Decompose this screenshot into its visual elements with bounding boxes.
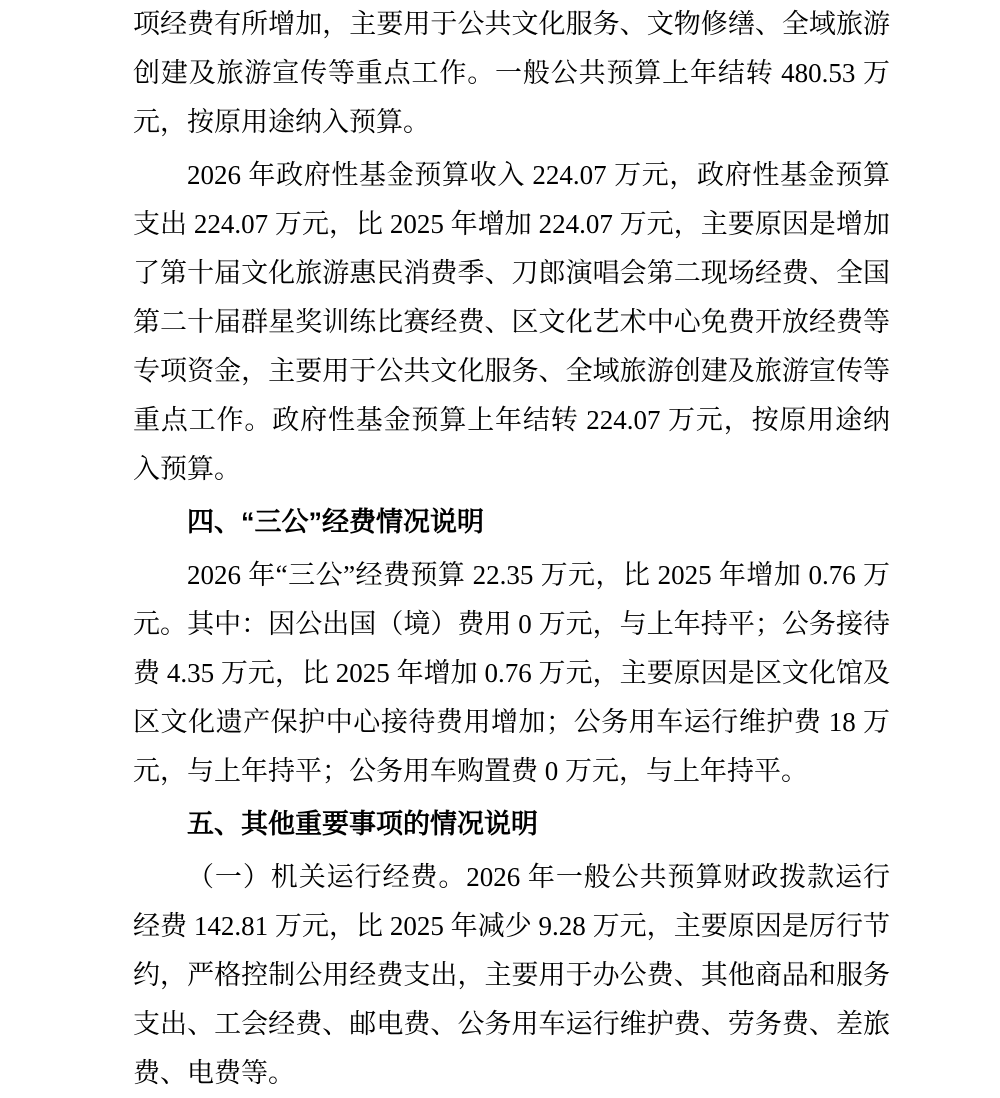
section-heading-other-important-matters: 五、其他重要事项的情况说明	[187, 809, 538, 839]
paragraph-three-public-expenses-detail: 2026 年“三公”经费预算 22.35 万元，比 2025 年增加 0.76 万元。其中：因公出国（境）费用 0 万元，与上年持平；公务接待费 4.35 万元，比 2025 年增加 0.76 万元，主要原因是区文化馆及区文化遗产保护中心接待费用增加；公务用车运行维护费 18 万元，与上年持平；公务用车购置费 0 万元，与上年持平。	[133, 560, 890, 786]
paragraph-general-budget-carryover: 项经费有所增加，主要用于公共文化服务、文物修缮、全域旅游创建及旅游宣传等重点工作。一般公共预算上年结转 480.53 万元，按原用途纳入预算。	[133, 9, 890, 137]
section-heading-three-public-expenses: 四、“三公”经费情况说明	[187, 507, 484, 537]
paragraph-government-fund-budget: 2026 年政府性基金预算收入 224.07 万元，政府性基金预算支出 224.07 万元，比 2025 年增加 224.07 万元，主要原因是增加了第十届文化旅游惠民消费季、刀郎演唱会第二现场经费、全国第二十届群星奖训练比赛经费、区文化艺术中心免费开放经费等专项资金，主要用于公共文化服务、全域旅游创建及旅游宣传等重点工作。政府性基金预算上年结转 224.07 万元，按原用途纳入预算。	[133, 160, 890, 484]
text-column	[133, 0, 890, 1098]
paragraph-agency-operating-expenses: （一）机关运行经费。2026 年一般公共预算财政拨款运行经费 142.81 万元，比 2025 年减少 9.28 万元，主要原因是厉行节约，严格控制公用经费支出，主要用于办公费、其他商品和服务支出、工会经费、邮电费、公务用车运行维护费、劳务费、差旅费、电费等。	[133, 862, 890, 1088]
